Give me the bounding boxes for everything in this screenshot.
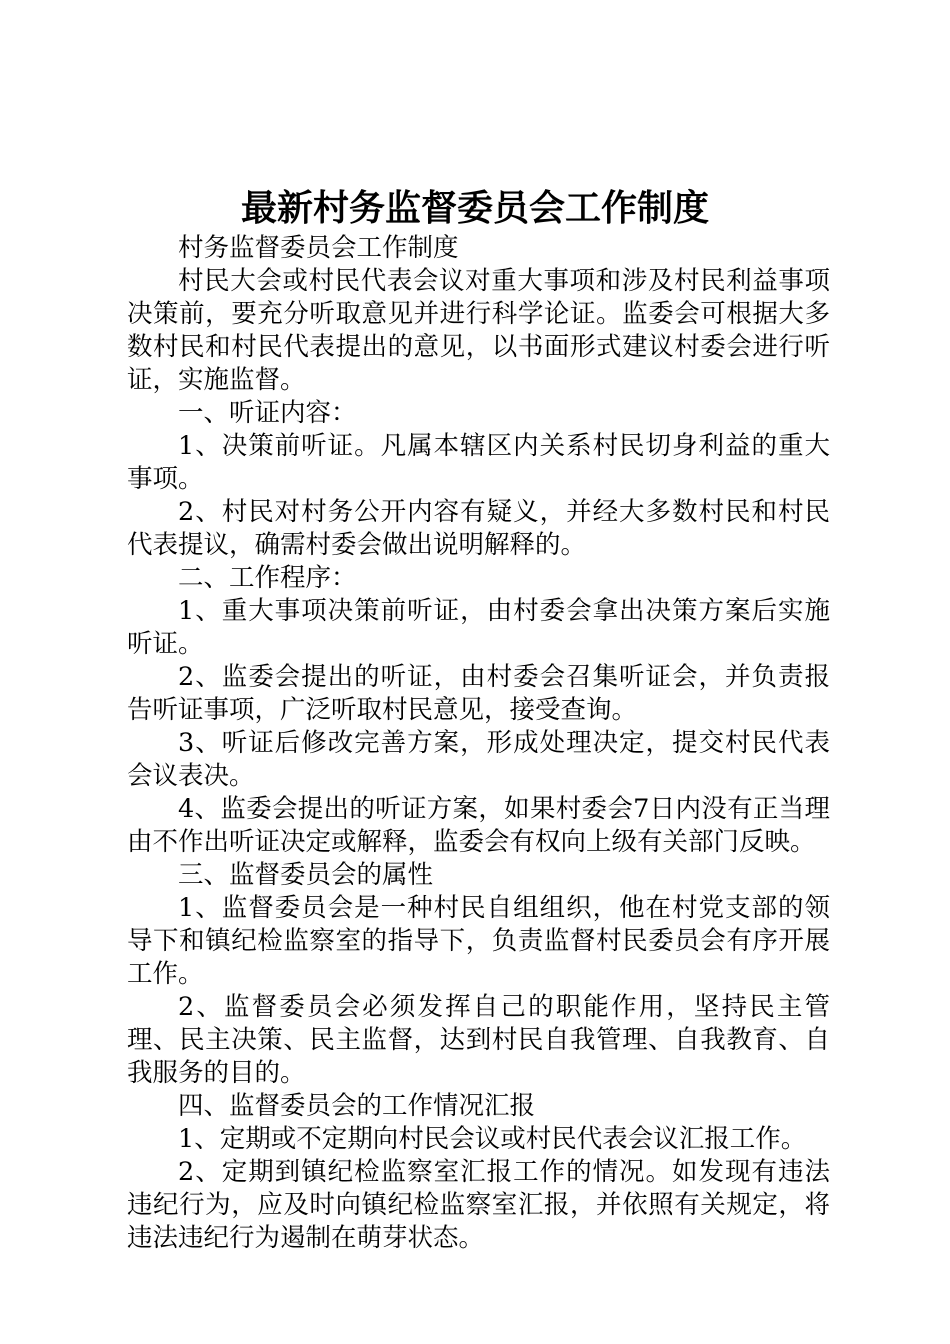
paragraph-1-1: 1、决策前听证。凡属本辖区内关系村民切身利益的重大事项。 <box>127 431 830 494</box>
paragraph-2-3: 3、听证后修改完善方案，形成处理决定，提交村民代表会议表决。 <box>127 728 830 791</box>
paragraph-2-1: 1、重大事项决策前听证，由村委会拿出决策方案后实施听证。 <box>127 596 830 659</box>
document-body <box>127 232 830 1255</box>
paragraph-4-2: 2、定期到镇纪检监察室汇报工作的情况。如发现有违法违纪行为，应及时向镇纪检监察室汇报，并依照有关规定，将违法违纪行为遏制在萌芽状态。 <box>127 1157 830 1253</box>
paragraph-4-1: 1、定期或不定期向村民会议或村民代表会议汇报工作。 <box>178 1124 807 1154</box>
paragraph-intro: 村民大会或村民代表会议对重大事项和涉及村民利益事项决策前，要充分听取意见并进行科学论证。监委会可根据大多数村民和村民代表提出的意见，以书面形式建议村委会进行听证，实施监督。 <box>127 266 830 395</box>
section-heading-1: 一、听证内容： <box>178 398 357 428</box>
paragraph-3-2: 2、监督委员会必须发挥自己的职能作用，坚持民主管理、民主决策、民主监督，达到村民自我管理、自我教育、自我服务的目的。 <box>127 992 830 1088</box>
paragraph-subtitle: 村务监督委员会工作制度 <box>178 233 459 263</box>
paragraph-2-2: 2、监委会提出的听证，由村委会召集听证会，并负责报告听证事项，广泛听取村民意见，接受查询。 <box>127 662 830 725</box>
section-heading-2: 二、工作程序： <box>178 563 357 593</box>
document-title: 最新村务监督委员会工作制度 <box>240 188 709 229</box>
paragraph-3-1: 1、监督委员会是一种村民自组组织，他在村党支部的领导下和镇纪检监察室的指导下，负责监督村民委员会有序开展工作。 <box>127 893 830 989</box>
paragraph-1-2: 2、村民对村务公开内容有疑义，并经大多数村民和村民代表提议，确需村委会做出说明解释的。 <box>127 497 830 560</box>
section-heading-3: 三、监督委员会的属性 <box>178 860 434 890</box>
section-heading-4: 四、监督委员会的工作情况汇报 <box>178 1091 536 1121</box>
paragraph-2-4: 4、监委会提出的听证方案，如果村委会7日内没有正当理由不作出听证决定或解释，监委会有权向上级有关部门反映。 <box>127 794 830 857</box>
